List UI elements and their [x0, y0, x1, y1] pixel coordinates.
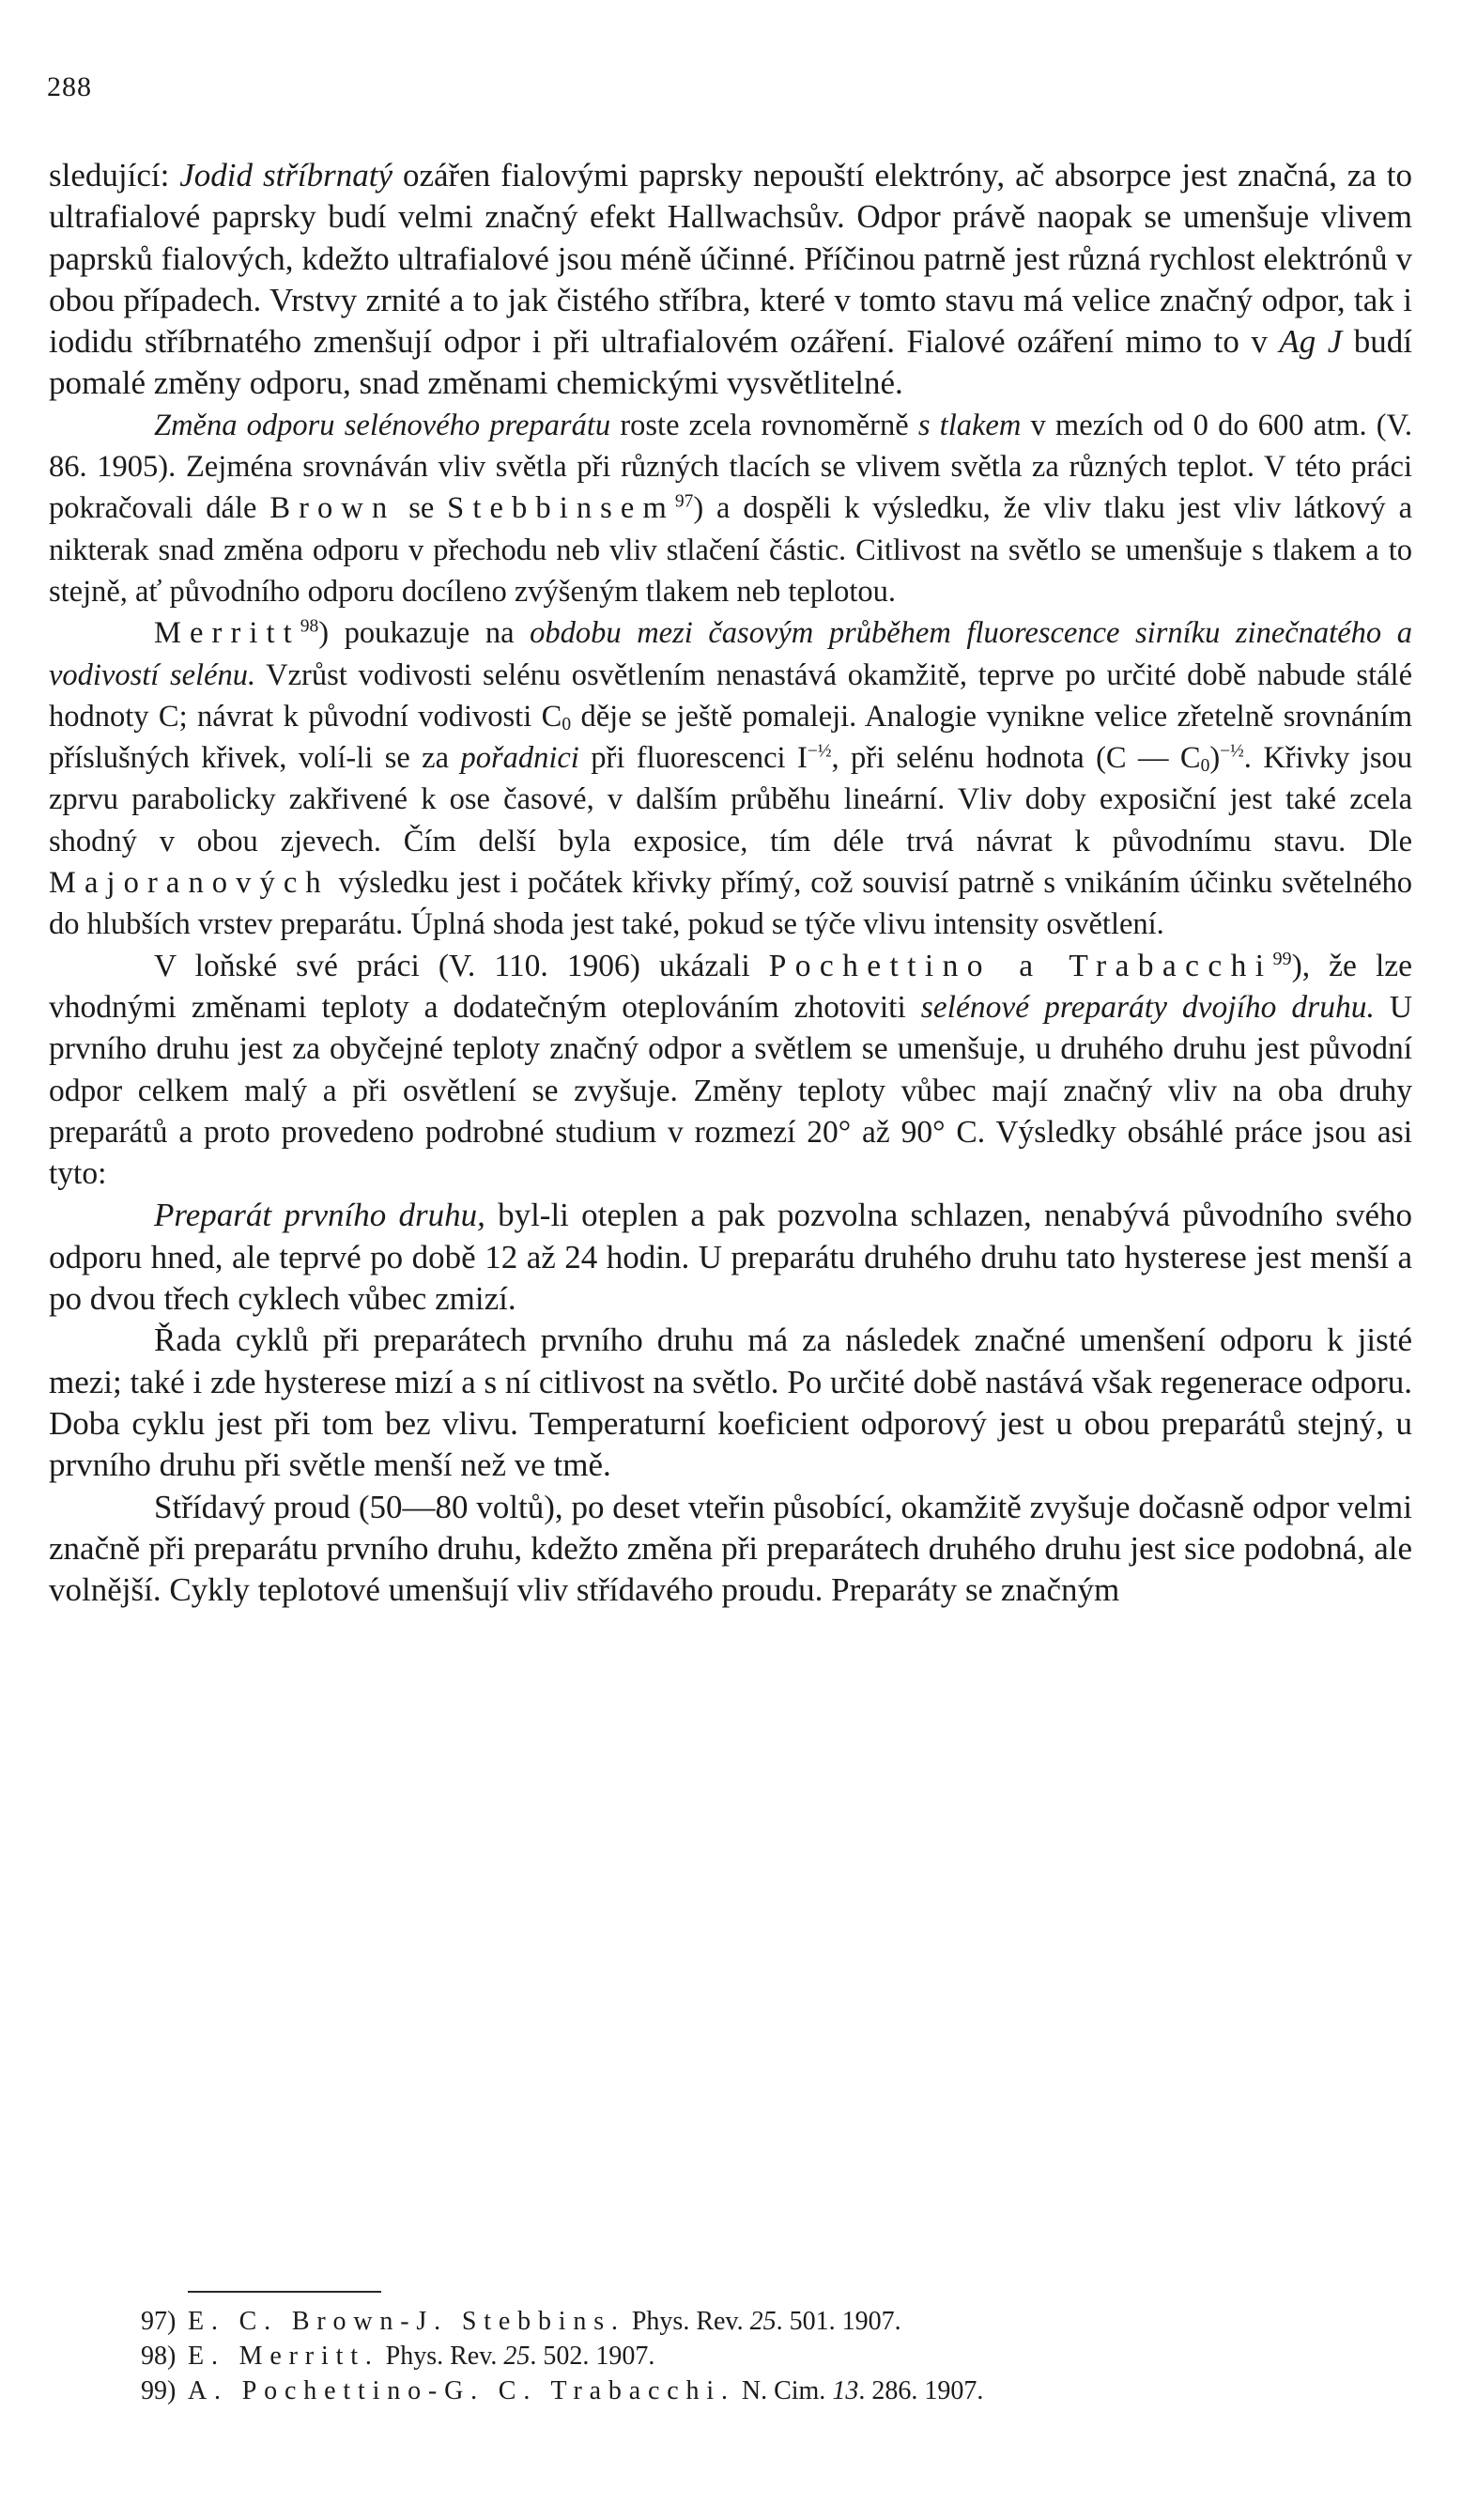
subscript: 0 — [562, 714, 572, 734]
footnote-ref: 98 — [300, 616, 319, 637]
author-name: Pochettino a Trabacchi — [768, 948, 1273, 983]
emphasis: pořadnici — [460, 741, 579, 776]
author-name: Brown — [269, 491, 396, 526]
text-run: sledující: — [49, 157, 180, 193]
text-run: ozářen fialovými paprsky nepouští elektróny, ač absorpce jest značná, za to ultrafialové paprsky budí velmi značný efekt Hallwachsův. Odpor právě naopak se umenšuje vlivem paprsků fialových, kdežto ultrafialové jsou méně účinné. Příčinou patrně jest různá rychlost elektrónů v obou případech. Vrstvy zrnité a to jak čistého stříbra, které v tomto stavu má velice značný odpor, tak i iodidu stříbrnatého zmenšují odpor i při ultrafialovém ozáření. Fialové ozáření mimo to v — [49, 157, 1413, 361]
emphasis: obdobu mezi časovým průběhem fluorescence sirníku zinečnatého a vodivostí selénu. — [49, 616, 1412, 692]
superscript: −½ — [1220, 741, 1244, 762]
text-run: . Křivky jsou zprvu parabolicky zakřivené k ose časové, v dalším průběhu lineární. Vliv doby exposiční jest také zcela shodný v obou zjevech. Čím delší byla exposice, tím déle trvá návrat k původnímu stavu. Dle — [49, 741, 1413, 858]
footnote-number: 98) — [141, 2342, 177, 2371]
text-run: při fluorescenci I — [578, 741, 808, 776]
subscript: 0 — [1200, 756, 1210, 777]
text-run: v mezích od 0 do 600 atm. (V. 86. 1905). Zejména srovnáván vliv světla při různých tlacích se vlivem světla za různých teplot. V této práci pokračovali dále — [49, 408, 1412, 526]
footnote-journal: Phys. Rev. — [378, 2342, 504, 2371]
text-run: ) poukazuje na — [318, 616, 531, 651]
emphasis: Preparát prvního druhu, — [154, 1197, 485, 1234]
text-run: byl-li oteplen a pak pozvolna schlazen, nenabývá původního svého odporu hned, ale teprvé po době 12 až 24 hodin. U preparátu druhého druhu tato hysterese jest menší a po dvou třech cyklech vůbec zmizí. — [49, 1197, 1412, 1318]
footnote-volume: 25 — [749, 2307, 777, 2336]
text-run: Řada cyklů při preparátech prvního druhu má za následek značné umenšení odporu k jisté mezi; také i zde hysterese mizí a s ní citlivost na světlo. Po určité době nastává však regenerace odporu. Doba cyklu jest při tom bez vlivu. Temperaturní koeficient odporový jest u obou preparátů stejný, u prvního druhu při světle menší než ve tmě. — [49, 1322, 1413, 1484]
footnote-author: A. Pochettino-G. C. Trabacchi. — [188, 2376, 735, 2405]
footnote-author: E. Merritt. — [188, 2342, 379, 2371]
footnote-pages: . 286. 1907. — [858, 2376, 984, 2405]
text-run: , při selénu hodnota (C — C — [831, 741, 1201, 776]
footnote-number: 99) — [141, 2376, 177, 2405]
text-run: budí pomalé změny odporu, snad změnami chemickými vysvětlitelné. — [49, 323, 1413, 402]
footnote-ref: 99 — [1272, 948, 1292, 969]
paragraph-alternating-current — [49, 1487, 1412, 1612]
superscript: −½ — [807, 741, 832, 762]
footnotes — [141, 2304, 1362, 2408]
author-name: Stebbinsem — [447, 491, 675, 526]
footnote-97 — [141, 2304, 1362, 2339]
paragraph-pochettino — [49, 946, 1412, 1196]
author-name: Merritt — [154, 616, 300, 651]
text-run: roste zcela rovnoměrně — [610, 408, 918, 442]
formula: Ag J — [1279, 323, 1343, 361]
text-run: Střídavý proud (50—80 voltů), po deset vteřin působící, okamžitě zvyšuje dočasně odpor velmi značně při preparátu prvního druhu, kdežto změna při preparátech druhého druhu jest sice podobná, ale volnější. Cykly teplotové umenšují vliv střídavého proudu. Preparáty se značným — [49, 1488, 1412, 1609]
footnote-journal: N. Cim. — [734, 2376, 833, 2405]
paragraph-cycles — [49, 1320, 1412, 1486]
footnote-99 — [141, 2373, 1362, 2408]
text-run: ) a dospěli k výsledku, že vliv tlaku jest vliv látkový a nikterak snad změna odporu v přechodu neb vliv stlačení částic. Citlivost na světlo se umenšuje s tlakem a to stejně, ať původního odporu docíleno zvýšeným tlakem neb teplotou. — [49, 491, 1412, 609]
emphasis: Změna odporu selénového preparátu — [154, 408, 611, 442]
text-run: ) — [1209, 741, 1221, 776]
body-text — [49, 155, 1412, 1611]
paragraph-silver-iodide — [49, 155, 1412, 405]
emphasis: Jodid stříbrnatý — [179, 157, 393, 193]
emphasis: selénové preparáty dvojího druhu. — [920, 989, 1375, 1025]
text-run: Vzrůst vodivosti selénu osvětlením nenastává okamžitě, teprve po určité době nabude stálé hodnoty C; návrat k původní vodivosti C — [49, 657, 1412, 734]
author-name: Majoranových — [49, 866, 330, 901]
footnote-author: E. C. Brown-J. Stebbins. — [188, 2307, 625, 2336]
paragraph-pressure — [49, 405, 1412, 612]
footnote-volume: 25 — [503, 2342, 531, 2371]
page-number: 288 — [47, 71, 92, 102]
footnote-volume: 13 — [832, 2376, 859, 2405]
footnote-pages: . 501. 1907. — [776, 2307, 901, 2336]
text-run: U prvního druhu jest za obyčejné teploty značný odpor a světlem se umenšuje, u druhého druhu jest původní odpor celkem malý a při osvětlení se zvyšuje. Změny teploty vůbec mají značný vliv na oba druhy preparátů a proto provedeno podrobné studium v rozmezí 20° až 90° C. Výsledky obsáhlé práce jsou asi tyto: — [49, 989, 1413, 1192]
footnote-pages: . 502. 1907. — [530, 2342, 655, 2371]
text-run: se — [395, 491, 448, 526]
text-run: V loňské své práci (V. 110. 1906) ukázali — [154, 948, 769, 983]
text-run: ), že lze vhodnými změnami teploty a dodatečným oteplováním zhotoviti — [49, 948, 1412, 1025]
emphasis: s tlakem — [917, 408, 1022, 442]
text-run: děje se ještě pomaleji. Analogie vynikne velice zřetelně srovnáním příslušných křivek, volí-li se za — [49, 699, 1412, 776]
text-run: výsledku jest i počátek křivky přímý, což souvisí patrně s vnikáním účinku světelného do hlubších vrstev preparátu. Úplná shoda jest také, pokud se týče vlivu intensity osvětlení. — [49, 866, 1412, 942]
footnote-number: 97) — [141, 2307, 177, 2336]
paragraph-merritt — [49, 612, 1412, 945]
footnote-journal: Phys. Rev. — [624, 2307, 750, 2336]
footnote-ref: 97 — [674, 491, 694, 512]
footnote-separator — [188, 2291, 381, 2293]
footnote-98 — [141, 2339, 1362, 2373]
paragraph-first-kind — [49, 1195, 1412, 1320]
